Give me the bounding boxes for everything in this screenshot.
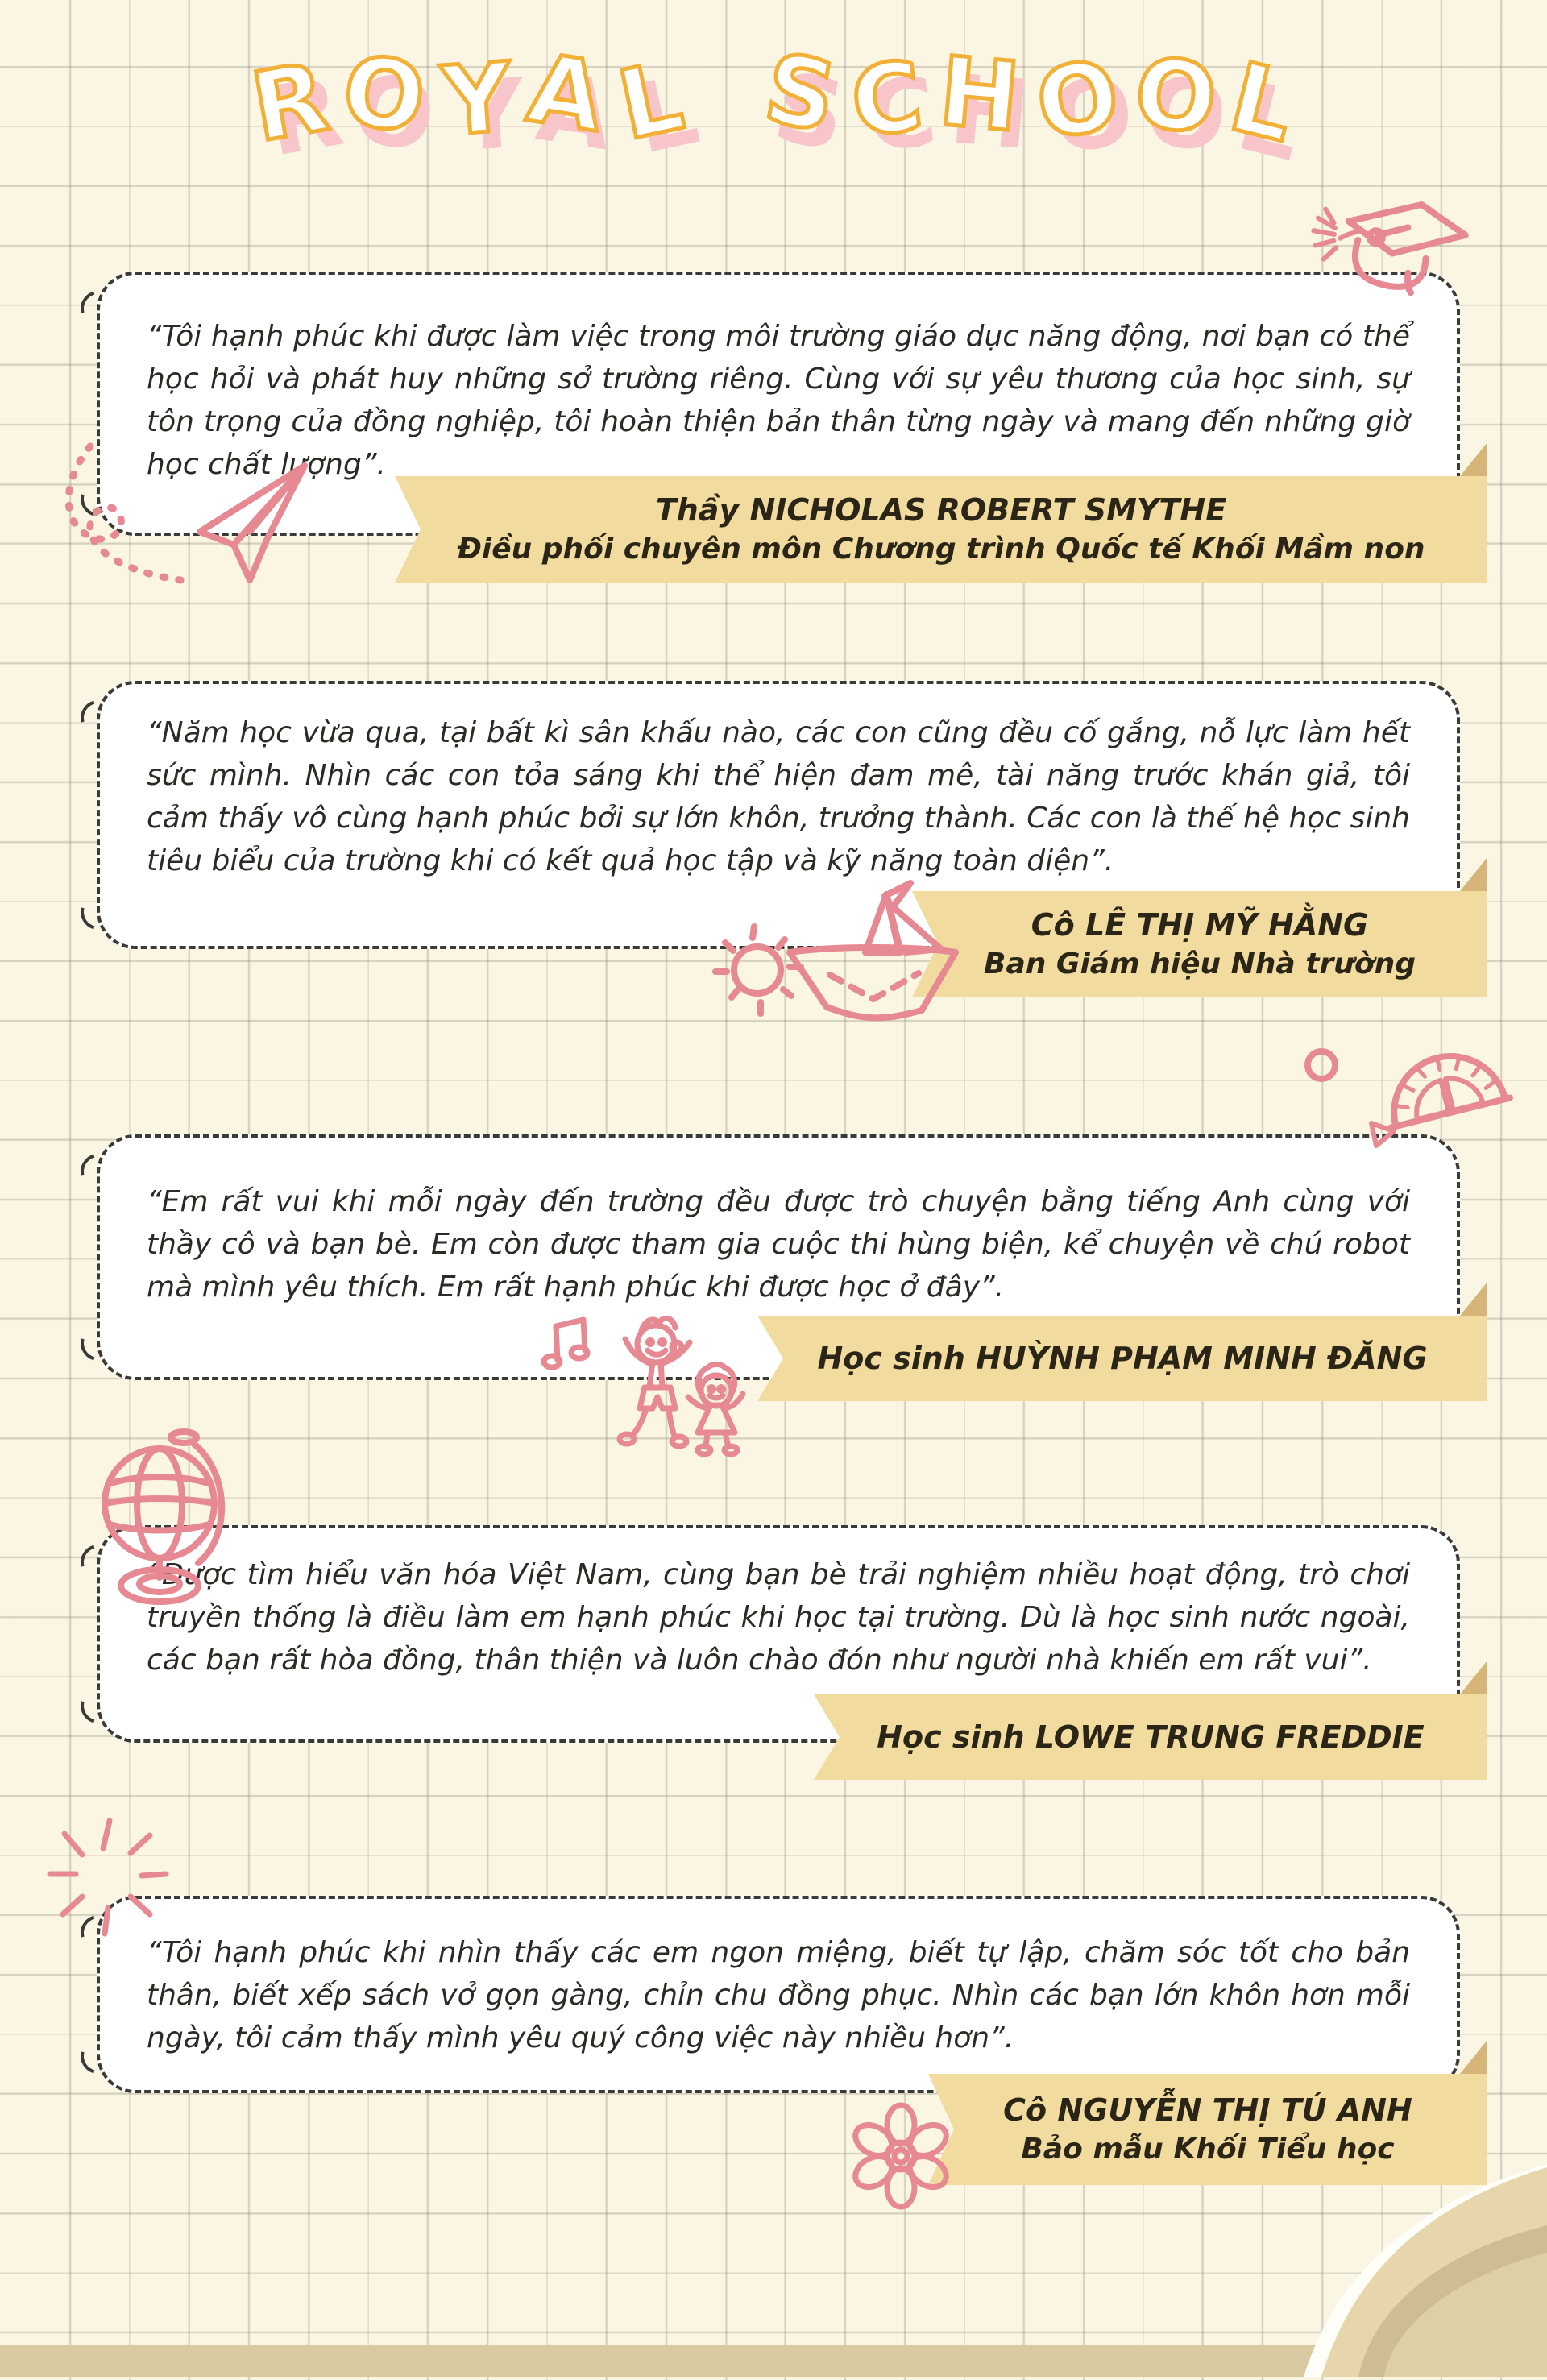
page-title: [0, 31, 1547, 164]
ribbon-fold: [1460, 857, 1487, 891]
author-ribbon-2: [912, 891, 1487, 997]
ribbon-fold: [1460, 2040, 1487, 2074]
testimonial-quote-box-5: [97, 1896, 1460, 2093]
author-ribbon-4: [814, 1694, 1487, 1780]
title-letter: O: [337, 34, 432, 155]
title-letter: S: [757, 31, 844, 154]
author-role: Ban Giám hiệu Nhà trường: [984, 947, 1416, 981]
quote-text: “Tôi hạnh phúc khi được làm việc trong môi trường giáo dục năng động, nơi bạn có thể học hỏi và phát huy những sở trường riêng. Cùng với sự yêu thương của học sinh, sự tôn trọng của đồng nghiệp, tôi hoàn thiện bản thân từng ngày và mang đến những giờ học chất lượng”.: [147, 320, 1410, 481]
title-letter: O: [1130, 36, 1222, 155]
author-name: Cô LÊ THỊ MỸ HẰNG: [1031, 907, 1369, 943]
title-letter: L: [609, 39, 692, 162]
title-letter: C: [845, 39, 929, 159]
page-curl: [1201, 2135, 1547, 2377]
author-name: Học sinh HUỲNH PHẠM MINH ĐĂNG: [817, 1341, 1428, 1376]
ribbon-fold: [1460, 442, 1487, 476]
ribbon-fold: [1460, 1282, 1487, 1316]
author-ribbon-3: [757, 1316, 1487, 1401]
author-ribbon-1: [395, 476, 1487, 583]
title-letter: L: [1220, 40, 1306, 164]
ribbon-fold: [1460, 1661, 1487, 1694]
author-role: Điều phối chuyên môn Chương trình Quốc tế Khối Mầm non: [457, 533, 1425, 566]
quote-text: “Năm học vừa qua, tại bất kì sân khấu nào, các con cũng đều cố gắng, nỗ lực làm hết sức mình. Nhìn các con tỏa sáng khi thể hiện đam mê, tài năng trước khán giả, tôi cảm thấy vô cùng hạnh phúc bởi sự lớn khôn, trưởng thành. Các con là thế hệ học sinh tiêu biểu của trường khi có kết quả học tập và kỹ năng toàn diện”.: [147, 716, 1410, 877]
quote-text: “Tôi hạnh phúc khi nhìn thấy các em ngon miệng, biết tự lập, chăm sóc tốt cho bản thân, biết xếp sách vở gọn gàng, chỉn chu đồng phục. Nhìn các bạn lớn khôn hơn mỗi ngày, tôi cảm thấy mình yêu quý công việc này nhiều hơn”.: [147, 1936, 1410, 2055]
author-role: Bảo mẫu Khối Tiểu học: [1021, 2133, 1395, 2166]
title-letter: Y: [438, 41, 515, 157]
author-name: Học sinh LOWE TRUNG FREDDIE: [877, 1719, 1425, 1755]
title-letter: O: [1029, 38, 1126, 161]
quote-text: “Em rất vui khi mỗi ngày đến trường đều được trò chuyện bằng tiếng Anh cùng với thầy cô và bạn bè. Em còn được tham gia cuộc thi hùng biện, kể chuyện về chú robot mà mình yêu thích. Em rất hạnh phúc khi được học ở đây”.: [147, 1185, 1410, 1304]
quote-text: “Được tìm hiểu văn hóa Việt Nam, cùng bạn bè trải nghiệm nhiều hoạt động, trò chơi truyền thống là điều làm em hạnh phúc khi học tại trường. Dù là học sinh nước ngoài, các bạn rất hòa đồng, thân thiện và luôn chào đón như người nhà khiến em rất vui”.: [147, 1558, 1410, 1677]
author-name: Thầy NICHOLAS ROBERT SMYTHE: [655, 492, 1227, 528]
author-name: Cô NGUYỄN THỊ TÚ ANH: [1003, 2092, 1412, 2128]
title-letter: R: [244, 41, 336, 164]
title-letter: A: [521, 31, 612, 154]
title-letter: H: [935, 35, 1025, 154]
